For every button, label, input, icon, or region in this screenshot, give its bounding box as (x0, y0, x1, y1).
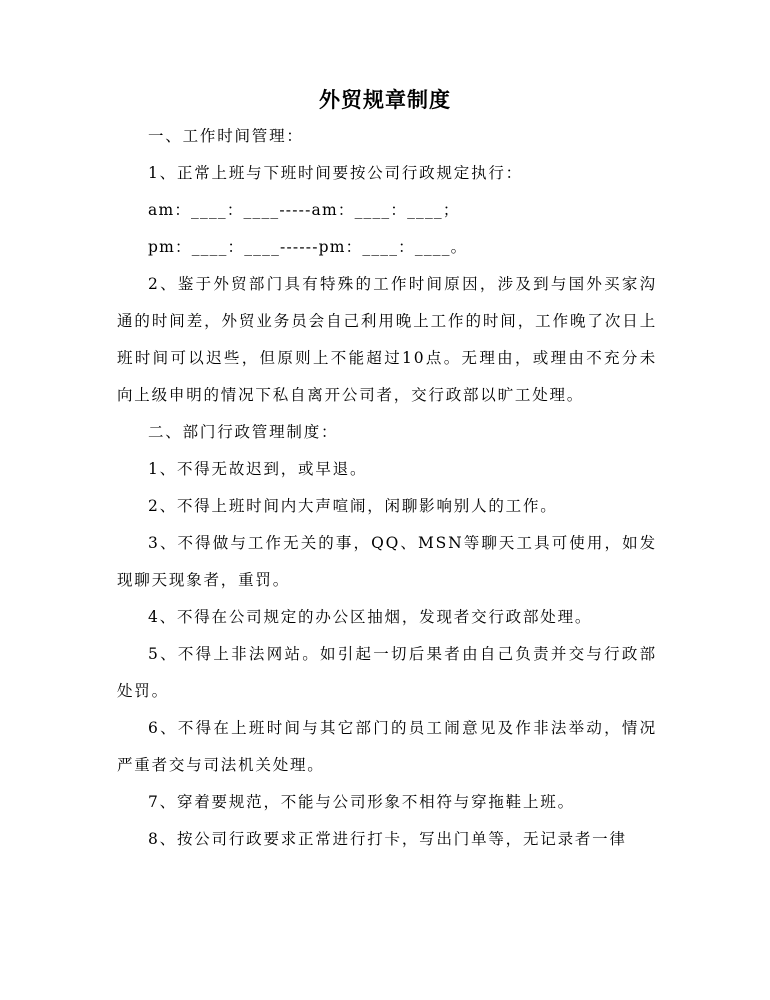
document-body (117, 118, 657, 858)
section-heading-admin-rules: 二、部门行政管理制度： (148, 423, 339, 441)
rule-item-4: 4、不得在公司规定的办公区抽烟，发现者交行政部处理。 (148, 608, 593, 626)
rule-item-3: 3、不得做与工作无关的事，QQ、MSN等聊天工具可使用，如发现聊天现象者，重罚。 (117, 534, 657, 589)
paragraph-am-schedule: am：____：____-----am：____：____； (148, 201, 460, 219)
rule-item-2: 2、不得上班时间内大声喧闹，闲聊影响别人的工作。 (148, 497, 558, 515)
rule-item-8: 8、按公司行政要求正常进行打卡，写出门单等，无记录者一律 (148, 830, 627, 848)
paragraph-overtime-rule: 2、鉴于外贸部门具有特殊的工作时间原因，涉及到与国外买家沟通的时间差，外贸业务员会自己利用晚上工作的时间，工作晚了次日上班时间可以迟些，但原则上不能超过10点。无理由，或理由不充分未向上级申明的情况下私自离开公司者，交行政部以旷工处理。 (117, 275, 657, 404)
rule-item-1: 1、不得无故迟到，或早退。 (148, 460, 368, 478)
document-title: 外贸规章制度 (319, 88, 451, 112)
paragraph-pm-schedule: pm：____：____------pm：____：____。 (148, 238, 468, 256)
rule-item-6: 6、不得在上班时间与其它部门的员工闹意见及作非法举动，情况严重者交与司法机关处理。 (117, 719, 657, 774)
section-heading-work-time: 一、工作时间管理： (148, 127, 304, 145)
rule-item-7: 7、穿着要规范，不能与公司形象不相符与穿拖鞋上班。 (148, 793, 575, 811)
rule-item-5: 5、不得上非法网站。如引起一切后果者由自己负责并交与行政部处罚。 (117, 645, 657, 700)
paragraph-work-hours: 1、正常上班与下班时间要按公司行政规定执行： (148, 164, 523, 182)
